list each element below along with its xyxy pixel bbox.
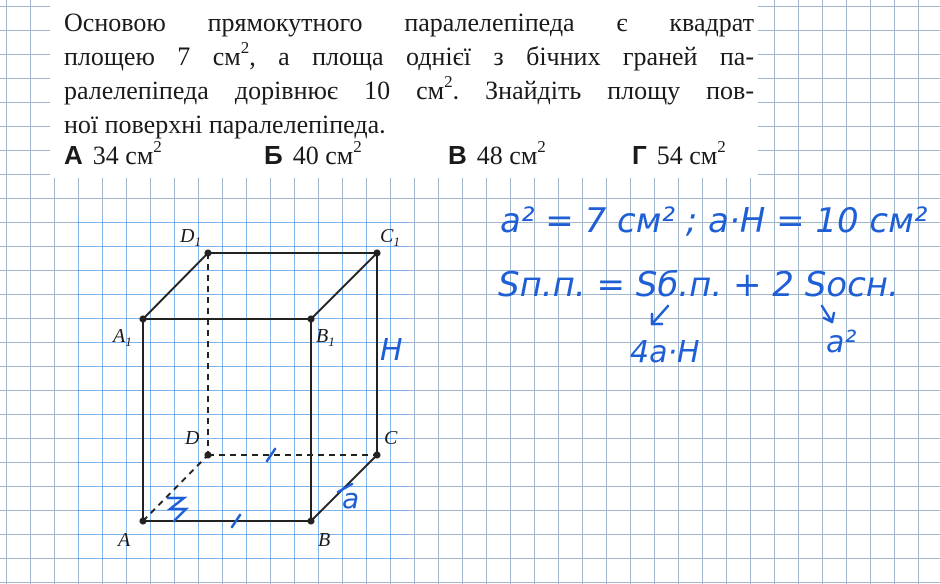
- hand-note-base: a²: [826, 325, 857, 360]
- label-b1: $B_1$: [316, 325, 335, 349]
- label-d1: $D_1$: [180, 225, 201, 249]
- vertex-b: [308, 518, 315, 525]
- problem-line-2: площею 7 $см^2$, а площа однієї з бічних граней па-: [64, 38, 754, 71]
- vertex-c1: [374, 250, 381, 257]
- hand-note-lateral: 4a·H: [630, 335, 700, 370]
- label-b: B: [318, 529, 331, 551]
- arrow-left: [652, 306, 668, 324]
- hand-line-2: Sп.п. = Sб.п. + 2 Sосн.: [498, 265, 899, 305]
- answer-option-b[interactable]: Б 40 $см^2$: [264, 137, 362, 170]
- vertex-a: [140, 518, 147, 525]
- hand-arrows: [652, 306, 834, 324]
- edge-label: a: [342, 482, 360, 515]
- problem-line-1: Основою прямокутного паралелепіпеда є квадрат: [64, 8, 754, 37]
- label-a1: $A_1$: [113, 325, 132, 349]
- vertex-d: [205, 452, 212, 459]
- label-a: A: [118, 529, 131, 551]
- hand-line-1: a² = 7 см² ; a·H = 10 см²: [500, 201, 928, 241]
- label-d: D: [185, 427, 200, 449]
- answer-option-a[interactable]: А 34 $см^2$: [64, 137, 162, 170]
- vertex-c: [374, 452, 381, 459]
- height-label: H: [380, 333, 403, 368]
- vertex-b1: [308, 316, 315, 323]
- problem-line-3: ралелепіпеда дорівнює 10 $см^2$. Знайдіть площу пов-: [64, 72, 754, 105]
- vertex-d1: [205, 250, 212, 257]
- vertex-a1: [140, 316, 147, 323]
- problem-line-4: ної поверхні паралелепіпеда.: [64, 110, 386, 139]
- answer-option-c[interactable]: В 48 $см^2$: [448, 137, 546, 170]
- label-c: C: [384, 427, 398, 449]
- label-c1: $C_1$: [380, 225, 400, 249]
- answer-option-d[interactable]: Г 54 $см^2$: [632, 137, 726, 170]
